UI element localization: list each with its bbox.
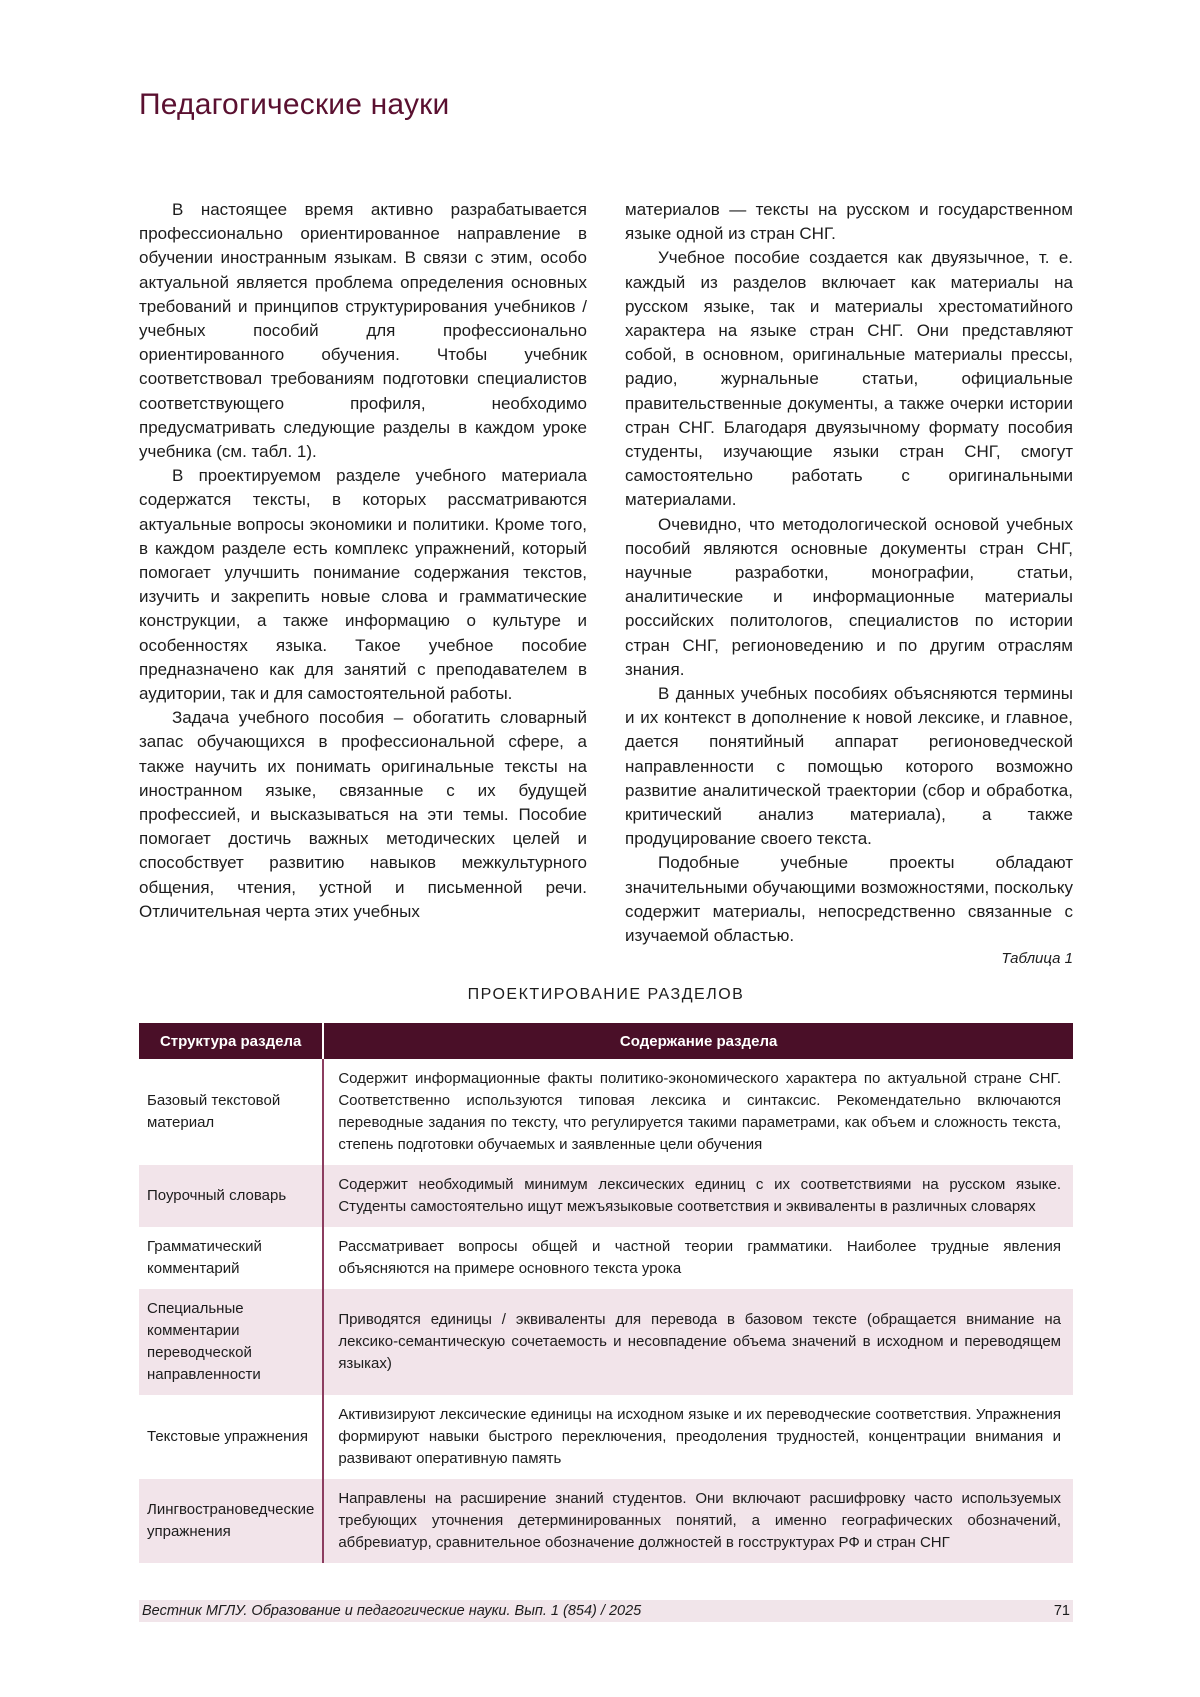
section-title: Педагогические науки xyxy=(139,88,449,122)
paragraph: Подобные учебные проекты обладают значительными обучающими возможностями, поскольку содержит материалы, непосредственно связанные с изучаемой областью. xyxy=(625,851,1073,948)
structure-cell: Грамматический комментарий xyxy=(139,1227,323,1289)
content-cell: Направлены на расширение знаний студентов. Они включают расшифровку часто используемых требующих уточнения детерминированных понятий, а именно географических обозначений, аббревиатур, сравнительное обозначение должностей в госструктурах РФ и стран СНГ xyxy=(323,1479,1073,1563)
right-column xyxy=(625,198,1073,948)
page-footer xyxy=(139,1600,1073,1622)
structure-cell: Поурочный словарь xyxy=(139,1165,323,1227)
page-number: 71 xyxy=(1054,1603,1073,1619)
column-header-structure: Структура раздела xyxy=(139,1023,323,1059)
paragraph-continuation: материалов — тексты на русском и государственном языке одной из стран СНГ. xyxy=(625,198,1073,246)
sections-table xyxy=(139,1023,1073,1563)
article-body xyxy=(139,198,1073,948)
table-row xyxy=(139,1289,1073,1395)
left-column xyxy=(139,198,587,948)
content-cell: Активизируют лексические единицы на исходном языке и их переводческие соответствия. Упражнения формируют навыки быстрого переключения, преодоления трудностей, концентрации внимания и развивают оперативную память xyxy=(323,1395,1073,1479)
paragraph: Очевидно, что методологической основой учебных пособий являются основные документы стран СНГ, научные разработки, монографии, статьи, аналитические и информационные материалы российских политологов, специалистов по истории стран СНГ, регионоведению и по другим отраслям знания. xyxy=(625,513,1073,682)
journal-citation: Вестник МГЛУ. Образование и педагогические науки. Вып. 1 (854) / 2025 xyxy=(139,1603,641,1619)
structure-cell: Специальные комментарии переводческой направленности xyxy=(139,1289,323,1395)
structure-cell: Лингвострановедческие упражнения xyxy=(139,1479,323,1563)
content-cell: Содержит информационные факты политико-экономического характера по актуальной стране СНГ. Соответственно используются типовая лексика и синтаксис. Рекомендательно включаются переводные задания по тексту, что регулируется такими параметрами, как объем и сложность текста, степень подготовки обучаемых и заявленные цели обучения xyxy=(323,1059,1073,1165)
table-header-row xyxy=(139,1023,1073,1059)
table-row xyxy=(139,1165,1073,1227)
structure-cell: Базовый текстовой материал xyxy=(139,1059,323,1165)
content-cell: Приводятся единицы / эквиваленты для перевода в базовом тексте (обращается внимание на лексико-семантическую сочетаемость и несовпадение объема значений в исходном и переводящем языках) xyxy=(323,1289,1073,1395)
paragraph: В данных учебных пособиях объясняются термины и их контекст в дополнение к новой лексике, и главное, дается понятийный аппарат регионоведческой направленности с помощью которого возможно развитие аналитической траектории (сбор и обработка, критический анализ материала), а также продуцирование своего текста. xyxy=(625,682,1073,851)
table-row xyxy=(139,1395,1073,1479)
table-title: ПРОЕКТИРОВАНИЕ РАЗДЕЛОВ xyxy=(139,986,1073,1004)
content-cell: Содержит необходимый минимум лексических единиц с их соответствиями на русском языке. Студенты самостоятельно ищут межъязыковые соответствия и эквиваленты в различных словарях xyxy=(323,1165,1073,1227)
paragraph: Учебное пособие создается как двуязычное, т. е. каждый из разделов включает как материалы на русском языке, так и материалы хрестоматийного характера на языке стран СНГ. Они представляют собой, в основном, оригинальные материалы прессы, радио, журнальные статьи, официальные правительственные документы, а также очерки истории стран СНГ. Благодаря двуязычному формату пособия студенты, изучающие языки стран СНГ, смогут самостоятельно работать с оригинальными материалами. xyxy=(625,246,1073,512)
table-row xyxy=(139,1479,1073,1563)
structure-cell: Текстовые упражнения xyxy=(139,1395,323,1479)
table-label: Таблица 1 xyxy=(1001,950,1073,967)
content-cell: Рассматривает вопросы общей и частной теории грамматики. Наиболее трудные явления объясняются на примере основного текста урока xyxy=(323,1227,1073,1289)
table-row xyxy=(139,1059,1073,1165)
paragraph: В проектируемом разделе учебного материала содержатся тексты, в которых рассматриваются актуальные вопросы экономики и политики. Кроме того, в каждом разделе есть комплекс упражнений, который помогает улучшить понимание содержания текстов, изучить и закрепить новые слова и грамматические конструкции, а также информацию о культуре и особенностях языка. Такое учебное пособие предназначено как для занятий с преподавателем в аудитории, так и для самостоятельной работы. xyxy=(139,464,587,706)
paragraph: Задача учебного пособия – обогатить словарный запас обучающихся в профессиональной сфере, а также научить их понимать оригинальные тексты на иностранном языке, связанные с их будущей профессией, и высказываться на эти темы. Пособие помогает достичь важных методических целей и способствует развитию навыков межкультурного общения, чтения, устной и письменной речи. Отличительная черта этих учебных xyxy=(139,706,587,924)
column-header-content: Содержание раздела xyxy=(323,1023,1073,1059)
paragraph: В настоящее время активно разрабатывается профессионально ориентированное направление в обучении иностранным языкам. В связи с этим, особо актуальной является проблема определения основных требований и принципов структурирования учебников / учебных пособий для профессионально ориентированного обучения. Чтобы учебник соответствовал требованиям подготовки специалистов соответствующего профиля, необходимо предусматривать следующие разделы в каждом уроке учебника (см. табл. 1). xyxy=(139,198,587,464)
table-row xyxy=(139,1227,1073,1289)
